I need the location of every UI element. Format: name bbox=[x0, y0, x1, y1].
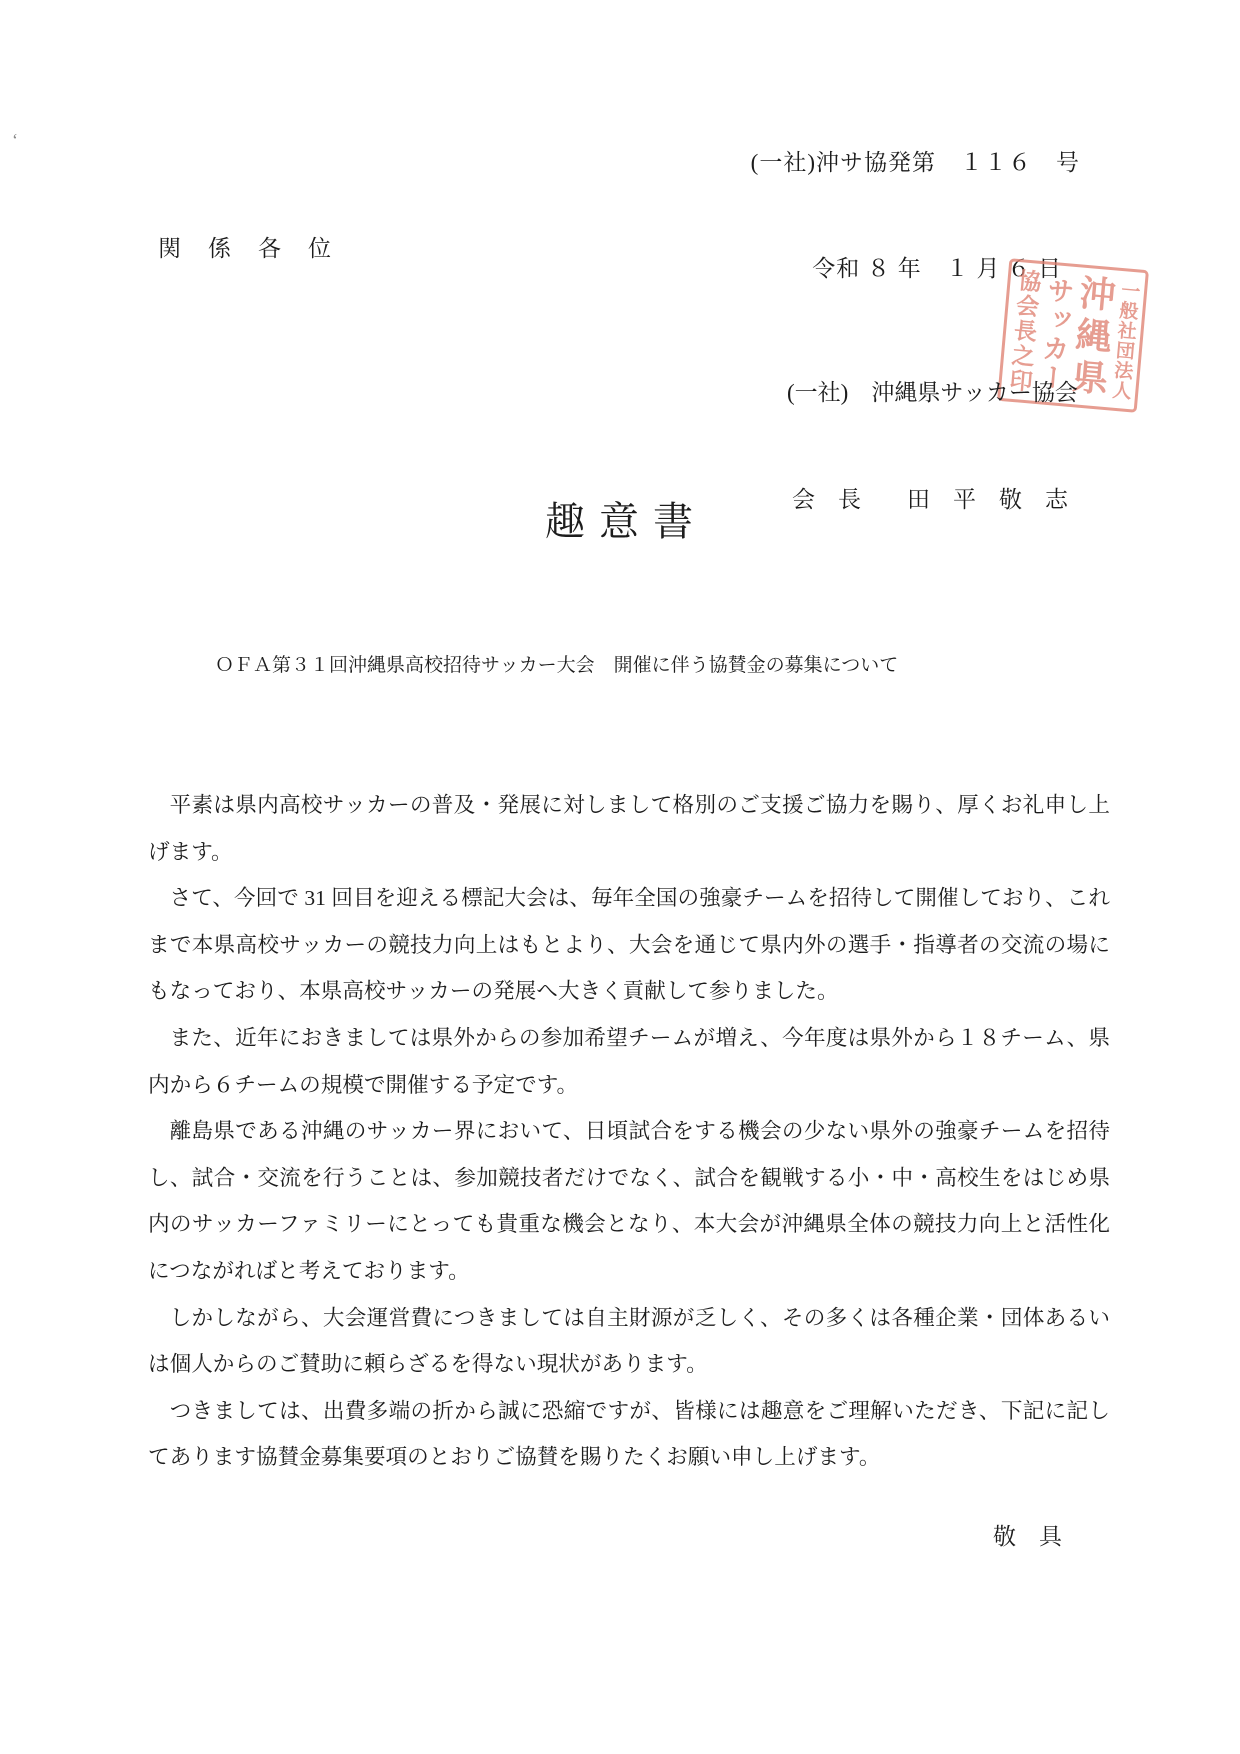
stamp-column-mid-left: サッカー bbox=[1034, 274, 1075, 393]
body-paragraph: さて、今回で 31 回目を迎える標記大会は、毎年全国の強豪チームを招待して開催しており、これまで本県高校サッカーの競技力向上はもとより、大会を通じて県内外の選手・指導者の交流の場にもなっており、本県高校サッカーの発展へ大きく貢献して参りました。 bbox=[148, 886, 1110, 1004]
scan-artifact-mark: ‘ bbox=[12, 130, 18, 150]
body-paragraph: また、近年におきましては県外からの参加希望チームが増え、今年度は県外から１８チーム、県内から６チームの規模で開催する予定です。 bbox=[148, 1025, 1110, 1097]
body-paragraph: つきましては、出費多端の折から誠に恐縮ですが、皆様には趣意をご理解いただき、下記に記してあります協賛金募集要項のとおりご協賛を賜りたくお願い申し上げます。 bbox=[148, 1398, 1110, 1470]
document-date: 令和 ８ 年 １ 月 ６ 日 bbox=[812, 256, 1062, 281]
body-paragraph: 離島県である沖縄のサッカー界において、日頃試合をする機会の少ない県外の強豪チームを招待し、試合・交流を行うことは、参加競技者だけでなく、試合を観戦する小・中・高校生をはじめ県内のサッカーファミリーにとっても貴重な機会となり、本大会が沖縄県全体の競技力向上と活性化につながればと考えております。 bbox=[148, 1119, 1110, 1283]
stamp-column-right: 一般社団法人 bbox=[1108, 279, 1141, 401]
sender-president-name: 会 長 田 平 敬 志 bbox=[792, 487, 1068, 512]
closing-salutation: 敬 具 bbox=[993, 1524, 1062, 1549]
subject-line: ＯＦＡ第３１回沖縄県高校招待サッカー大会 開催に伴う協賛金の募集について bbox=[215, 655, 899, 676]
body-paragraph: 平素は県内高校サッカーの普及・発展に対しまして格別のご支援ご協力を賜り、厚くお礼申し上げます。 bbox=[148, 793, 1110, 864]
document-title: 趣 意 書 bbox=[545, 499, 695, 544]
sender-organization: (一社) 沖縄県サッカー協会 bbox=[787, 380, 1078, 405]
stamp-column-left: 協会長之印 bbox=[1005, 267, 1042, 395]
body-paragraph: しかしながら、大会運営費につきましては自主財源が乏しく、その多くは各種企業・団体あるいは個人からのご賛助に頼らざるを得ない現状があります。 bbox=[148, 1305, 1110, 1377]
stamp-column-mid-right: 沖縄県 bbox=[1065, 272, 1117, 402]
document-body bbox=[148, 782, 1110, 1481]
sender-block bbox=[787, 318, 1078, 575]
addressee: 関 係 各 位 bbox=[158, 236, 333, 261]
document-number: (一社)沖サ協発第 １１６ 号 bbox=[750, 150, 1080, 175]
